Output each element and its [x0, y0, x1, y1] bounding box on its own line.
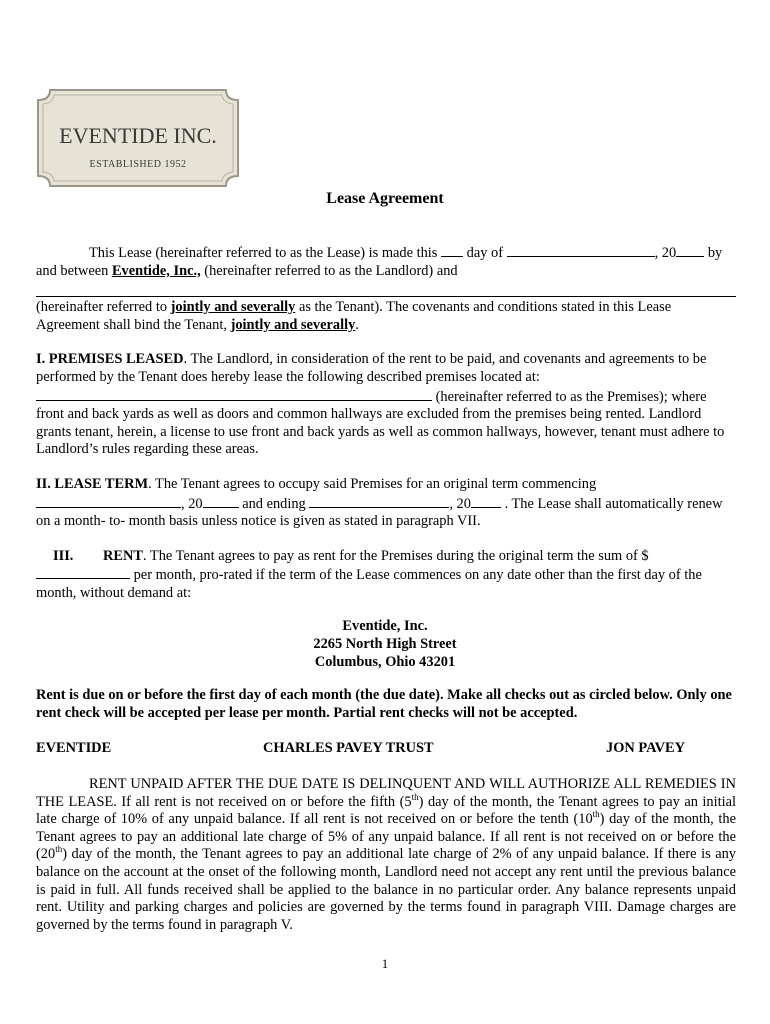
logo-company-name: EVENTIDE INC.	[59, 123, 217, 148]
document-title: Lease Agreement	[326, 190, 444, 207]
rent-text: . The Tenant agrees to pay as rent for the Premises during the original term the sum of	[143, 547, 638, 564]
rent-number: III.	[53, 547, 74, 564]
tenant-paragraph	[36, 299, 736, 334]
lease-term-paragraph	[36, 476, 736, 531]
month-blank[interactable]	[507, 243, 655, 257]
rent-amount-blank[interactable]	[36, 565, 130, 579]
start-year-blank[interactable]	[203, 494, 239, 508]
end-year-blank[interactable]	[471, 494, 501, 508]
lease-term-heading: II. LEASE TERM	[36, 475, 149, 492]
premises-address-blank[interactable]	[36, 387, 432, 401]
landlord-name: Eventide, Inc.,	[111, 262, 201, 279]
address-line: Eventide, Inc.	[342, 618, 428, 634]
late-charges-paragraph	[36, 776, 736, 934]
ordinal-suffix: th	[55, 844, 63, 855]
address-line: 2265 North High Street	[313, 636, 457, 652]
page-number: 1	[381, 956, 389, 971]
payee-option[interactable]: CHARLES PAVEY TRUST	[263, 740, 434, 756]
premises-paragraph	[36, 351, 736, 459]
payee-option[interactable]: JON PAVEY	[606, 740, 686, 756]
payment-address	[0, 617, 770, 671]
late-text: RENT UNPAID AFTER THE DUE DATE IS DELINQUENT AND WILL AUTHORIZE ALL REMEDIES IN THE LEASE. If all rent is not received on or before the fifth (5	[36, 776, 736, 810]
document-body	[36, 243, 736, 603]
dollar-sign: $	[641, 547, 649, 564]
ordinal-suffix: th	[411, 791, 419, 802]
end-date-blank[interactable]	[309, 494, 449, 508]
intro-text: .	[355, 316, 359, 333]
lease-term-text: . The Tenant agrees to occupy said Premises for an original term commencing	[148, 475, 597, 492]
intro-text: This Lease (hereinafter referred to as the Lease) is made this	[89, 245, 438, 261]
intro-text: as the Tenant). The covenants and conditions stated in this Lease Agreement shall bind the Tenant,	[36, 299, 672, 333]
lease-term-text: . The Lease shall automatically renew on a month- to- month basis unless notice is given as stated in paragraph VII.	[36, 495, 723, 530]
intro-text: by and between	[36, 245, 723, 279]
lease-term-text: and ending	[242, 495, 306, 512]
rent-heading: RENT	[103, 547, 143, 564]
payee-options	[36, 740, 736, 758]
intro-text: , 20	[654, 245, 677, 261]
intro-paragraph	[36, 243, 736, 280]
rent-text: per month, pro-rated if the term of the Lease commences on any date other than the first day of the month, without demand at:	[36, 567, 702, 601]
tenant-name-blank[interactable]	[36, 280, 736, 297]
logo-established: ESTABLISHED 1952	[89, 159, 187, 170]
ordinal-suffix: th	[592, 809, 600, 820]
address-line: Columbus, Ohio 43201	[314, 654, 456, 670]
intro-text: (hereinafter referred to as the Landlord) and	[204, 262, 458, 279]
late-text: ) day of the month, the Tenant agrees to pay an initial late charge of 10% of any unpaid balance. If all rent is not received on or before the tenth (10	[36, 793, 737, 828]
jointly-severally: jointly and severally	[230, 316, 356, 333]
late-text: ) day of the month, the Tenant agrees to pay an additional late charge of 2% of any unpaid balance. If there is any balance on the account at the onset of the following month, Landlord need not accept any rent until the previous balance is paid in full. All funds received shall be applied to the balance in no particular order. Any balance represents unpaid rent. Utility and parking charges and policies are governed by the terms found in paragraph VIII. Damage charges are governed by the terms found in paragraph V.	[36, 846, 736, 933]
premises-heading: I. PREMISES LEASED	[36, 351, 184, 368]
rent-paragraph	[36, 548, 736, 603]
lease-term-text: , 20	[181, 495, 203, 512]
intro-text: (hereinafter referred to	[36, 299, 168, 316]
late-text: ) day of the month, the Tenant agrees to pay an additional late charge of 5% of any unpaid balance. If all rent is not received on or before the (20	[36, 811, 736, 863]
day-blank[interactable]	[441, 243, 463, 257]
start-date-blank[interactable]	[36, 494, 181, 508]
lease-term-text: , 20	[449, 495, 471, 512]
payee-option[interactable]: EVENTIDE	[36, 740, 112, 756]
company-logo	[36, 88, 240, 188]
jointly-severally: jointly and severally	[170, 299, 296, 316]
year-blank[interactable]	[676, 243, 704, 257]
premises-text: . The Landlord, in consideration of the rent to be paid, and covenants and agreements to be performed by the Tenant does hereby lease the following described premises located at:	[36, 351, 707, 385]
rent-due-notice: Rent is due on or before the first day of each month (the due date). Make all checks out as circled below. Only one rent check will be accepted per lease per month. Partial rent checks will not be accepted.	[36, 687, 732, 721]
intro-text: day of	[466, 245, 503, 261]
premises-text: (hereinafter referred to as the Premises); where front and back yards as well as doors and common hallways are excluded from the premises being rented. Landlord grants tenant, herein, a license to use front and back yards as well as common hallways, however, tenant must adhere to Landlord’s rules regarding these areas.	[36, 388, 725, 458]
